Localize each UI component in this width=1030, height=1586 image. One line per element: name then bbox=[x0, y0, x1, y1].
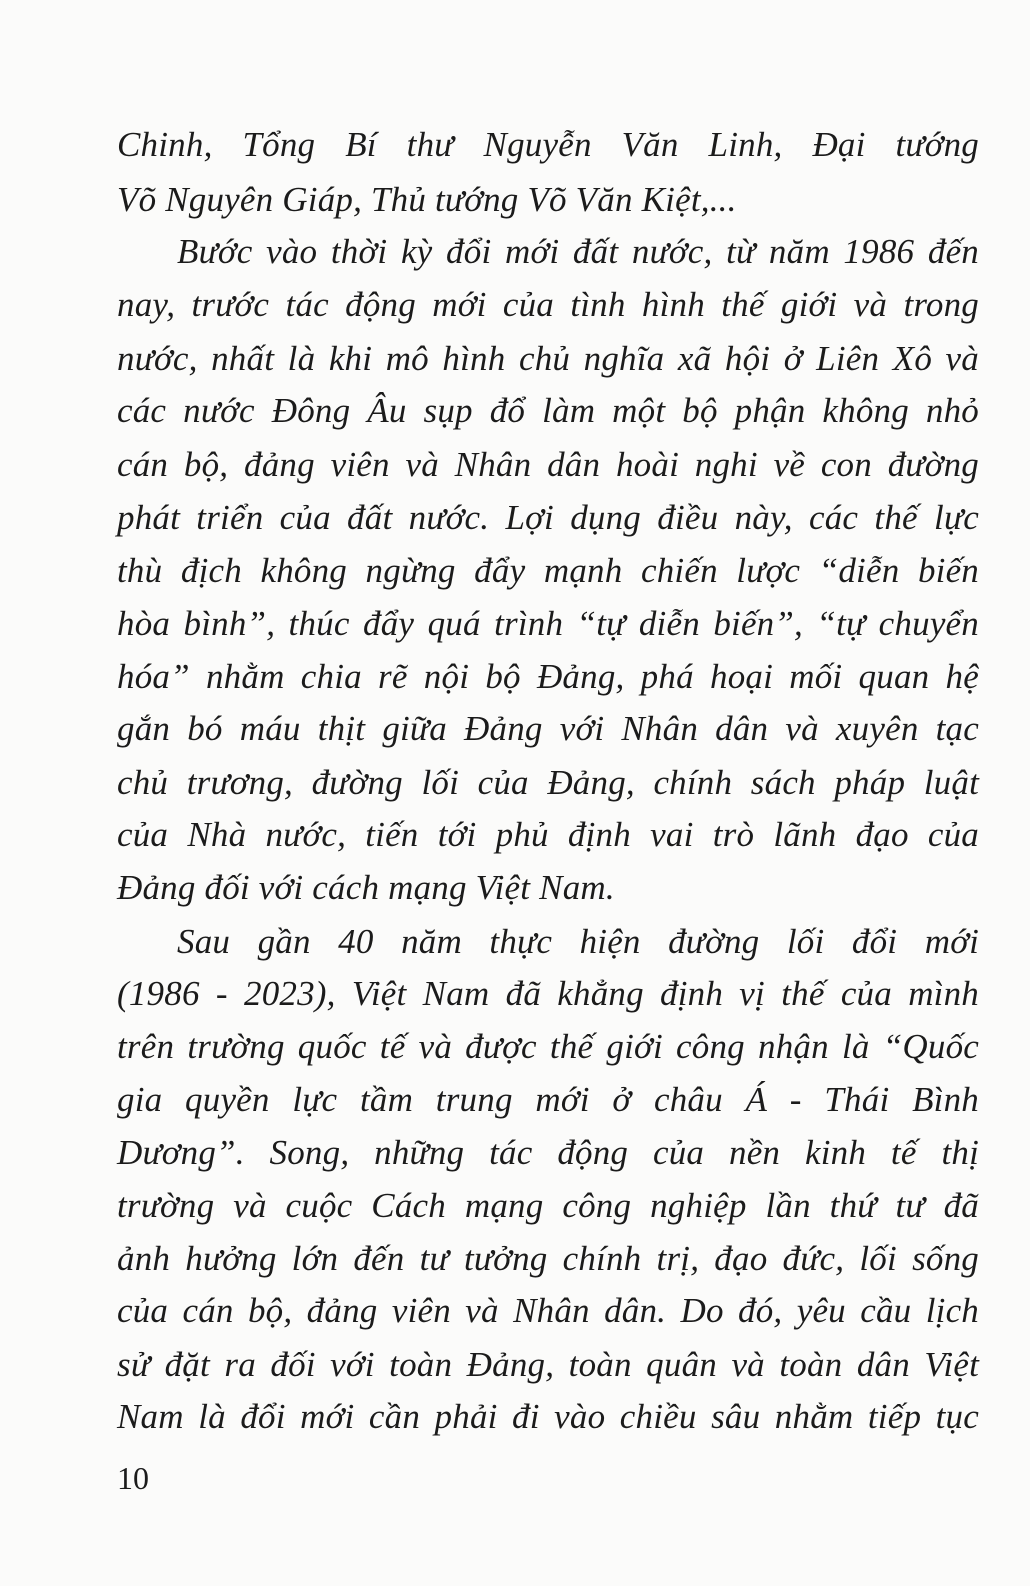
text-line: Võ Nguyên Giáp, Thủ tướng Võ Văn Kiệt,... bbox=[117, 180, 737, 219]
text-line: phát triển của đất nước. Lợi dụng điều này, các thế lực bbox=[117, 498, 979, 537]
text-line: chủ trương, đường lối của Đảng, chính sách pháp luật bbox=[117, 763, 979, 802]
text-line: gia quyền lực tầm trung mới ở châu Á - Thái Bình bbox=[117, 1080, 979, 1119]
text-line: hóa” nhằm chia rẽ nội bộ Đảng, phá hoại mối quan hệ bbox=[117, 657, 979, 696]
text-line: trường và cuộc Cách mạng công nghiệp lần thứ tư đã bbox=[117, 1186, 979, 1225]
text-line: của Nhà nước, tiến tới phủ định vai trò lãnh đạo của bbox=[117, 815, 979, 854]
text-line: thù địch không ngừng đẩy mạnh chiến lược “diễn biến bbox=[117, 551, 979, 590]
text-line: ảnh hưởng lớn đến tư tưởng chính trị, đạo đức, lối sống bbox=[117, 1239, 979, 1278]
text-line: Sau gần 40 năm thực hiện đường lối đổi mới bbox=[177, 922, 979, 961]
text-line: (1986 - 2023), Việt Nam đã khẳng định vị thế của mình bbox=[117, 974, 979, 1013]
text-line: sử đặt ra đối với toàn Đảng, toàn quân và toàn dân Việt bbox=[117, 1345, 979, 1384]
text-line: cán bộ, đảng viên và Nhân dân hoài nghi về con đường bbox=[117, 445, 979, 484]
page-number: 10 bbox=[117, 1460, 149, 1496]
text-line: Đảng đối với cách mạng Việt Nam. bbox=[117, 868, 615, 907]
text-line: hòa bình”, thúc đẩy quá trình “tự diễn biến”, “tự chuyển bbox=[117, 604, 979, 643]
text-line: Chinh, Tổng Bí thư Nguyễn Văn Linh, Đại tướng bbox=[117, 125, 979, 164]
text-line: Bước vào thời kỳ đổi mới đất nước, từ năm 1986 đến bbox=[177, 232, 979, 271]
text-line: nước, nhất là khi mô hình chủ nghĩa xã hội ở Liên Xô và bbox=[117, 339, 979, 378]
text-line: Nam là đổi mới cần phải đi vào chiều sâu nhằm tiếp tục bbox=[117, 1397, 979, 1436]
text-line: Dương”. Song, những tác động của nền kinh tế thị bbox=[117, 1133, 979, 1172]
text-line: các nước Đông Âu sụp đổ làm một bộ phận không nhỏ bbox=[117, 391, 979, 430]
text-line: gắn bó máu thịt giữa Đảng với Nhân dân và xuyên tạc bbox=[117, 709, 979, 748]
text-line: trên trường quốc tế và được thế giới công nhận là “Quốc bbox=[117, 1027, 979, 1066]
text-line: nay, trước tác động mới của tình hình thế giới và trong bbox=[117, 285, 979, 324]
text-line: của cán bộ, đảng viên và Nhân dân. Do đó, yêu cầu lịch bbox=[117, 1291, 979, 1330]
